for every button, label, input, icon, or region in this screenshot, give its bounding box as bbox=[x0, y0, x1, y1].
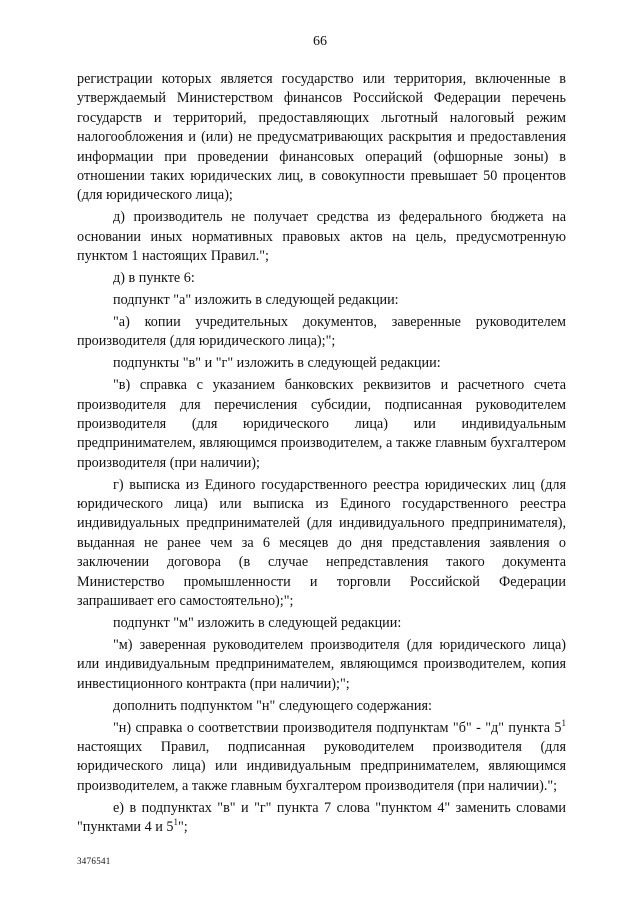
paragraph: подпункты "в" и "г" изложить в следующей редакции: bbox=[113, 355, 441, 372]
paragraph: подпункт "а" изложить в следующей редакции: bbox=[113, 291, 399, 308]
paragraph-text: настоящих Правил, подписанная руководителем производителя (для юридического лица) или индивидуальным предпринимателем, являющимся производителем, а также главным бухгалтером производителя (при наличии)."; bbox=[77, 738, 566, 794]
document-body bbox=[77, 70, 566, 837]
paragraph bbox=[77, 719, 566, 797]
superscript: 1 bbox=[173, 817, 178, 828]
paragraph: регистрации которых является государство или территория, включенные в утверждаемый Министерством финансов Российской Федерации перечень государств и территорий, предоставляющих льготный налоговый режим налогообложения и (или) не предусматривающих раскрытия и предоставления информации при проведении финансовых операций (офшорные зоны) в отношении таких юридических лиц, в совокупности превышает 50 процентов (для юридического лица); bbox=[77, 71, 566, 204]
page-number: 66 bbox=[313, 34, 327, 49]
paragraph: г) выписка из Единого государственного реестра юридических лиц (для юридического лица) или выписка из Единого государственного реестра индивидуальных предпринимателей (для индивидуального предпринимателя), выданная не ранее чем за 6 месяцев до дня представления заявления о заключении договора (в случае непредставления такого документа Министерство промышленности и торговли Российской Федерации запрашивает его самостоятельно);"; bbox=[77, 476, 566, 610]
paragraph: "м) заверенная руководителем производителя (для юридического лица) или индивидуальным предпринимателем, являющимся производителем, копия инвестиционного контракта (при наличии);"; bbox=[77, 636, 566, 692]
paragraph: "а) копии учредительных документов, заверенные руководителем производителя (для юридического лица);"; bbox=[77, 313, 566, 350]
paragraph-text: е) в подпунктах "в" и "г" пункта 7 слова "пунктом 4" заменить словами "пунктами 4 и 5 bbox=[77, 799, 566, 836]
paragraph: дополнить подпунктом "н" следующего содержания: bbox=[113, 697, 432, 714]
paragraph-text: "н) справка о соответствии производителя подпунктам "б" - "д" пункта 5 bbox=[113, 719, 562, 736]
paragraph: "в) справка с указанием банковских реквизитов и расчетного счета производителя для перечисления субсидии, подписанная руководителем производителя (для юридического лица) или индивидуальным предпринимателем, являющимся производителем, а также главным бухгалтером производителя (при наличии); bbox=[77, 377, 566, 471]
paragraph bbox=[77, 799, 566, 838]
paragraph: подпункт "м" изложить в следующей редакции: bbox=[113, 614, 402, 631]
superscript: 1 bbox=[561, 717, 566, 728]
paragraph-text: "; bbox=[177, 819, 188, 836]
paragraph: д) производитель не получает средства из федерального бюджета на основании иных нормативных правовых актов на цель, предусмотренную пунктом 1 настоящих Правил."; bbox=[77, 209, 566, 265]
document-id: 3476541 bbox=[77, 856, 111, 866]
paragraph: д) в пункте 6: bbox=[113, 270, 195, 287]
